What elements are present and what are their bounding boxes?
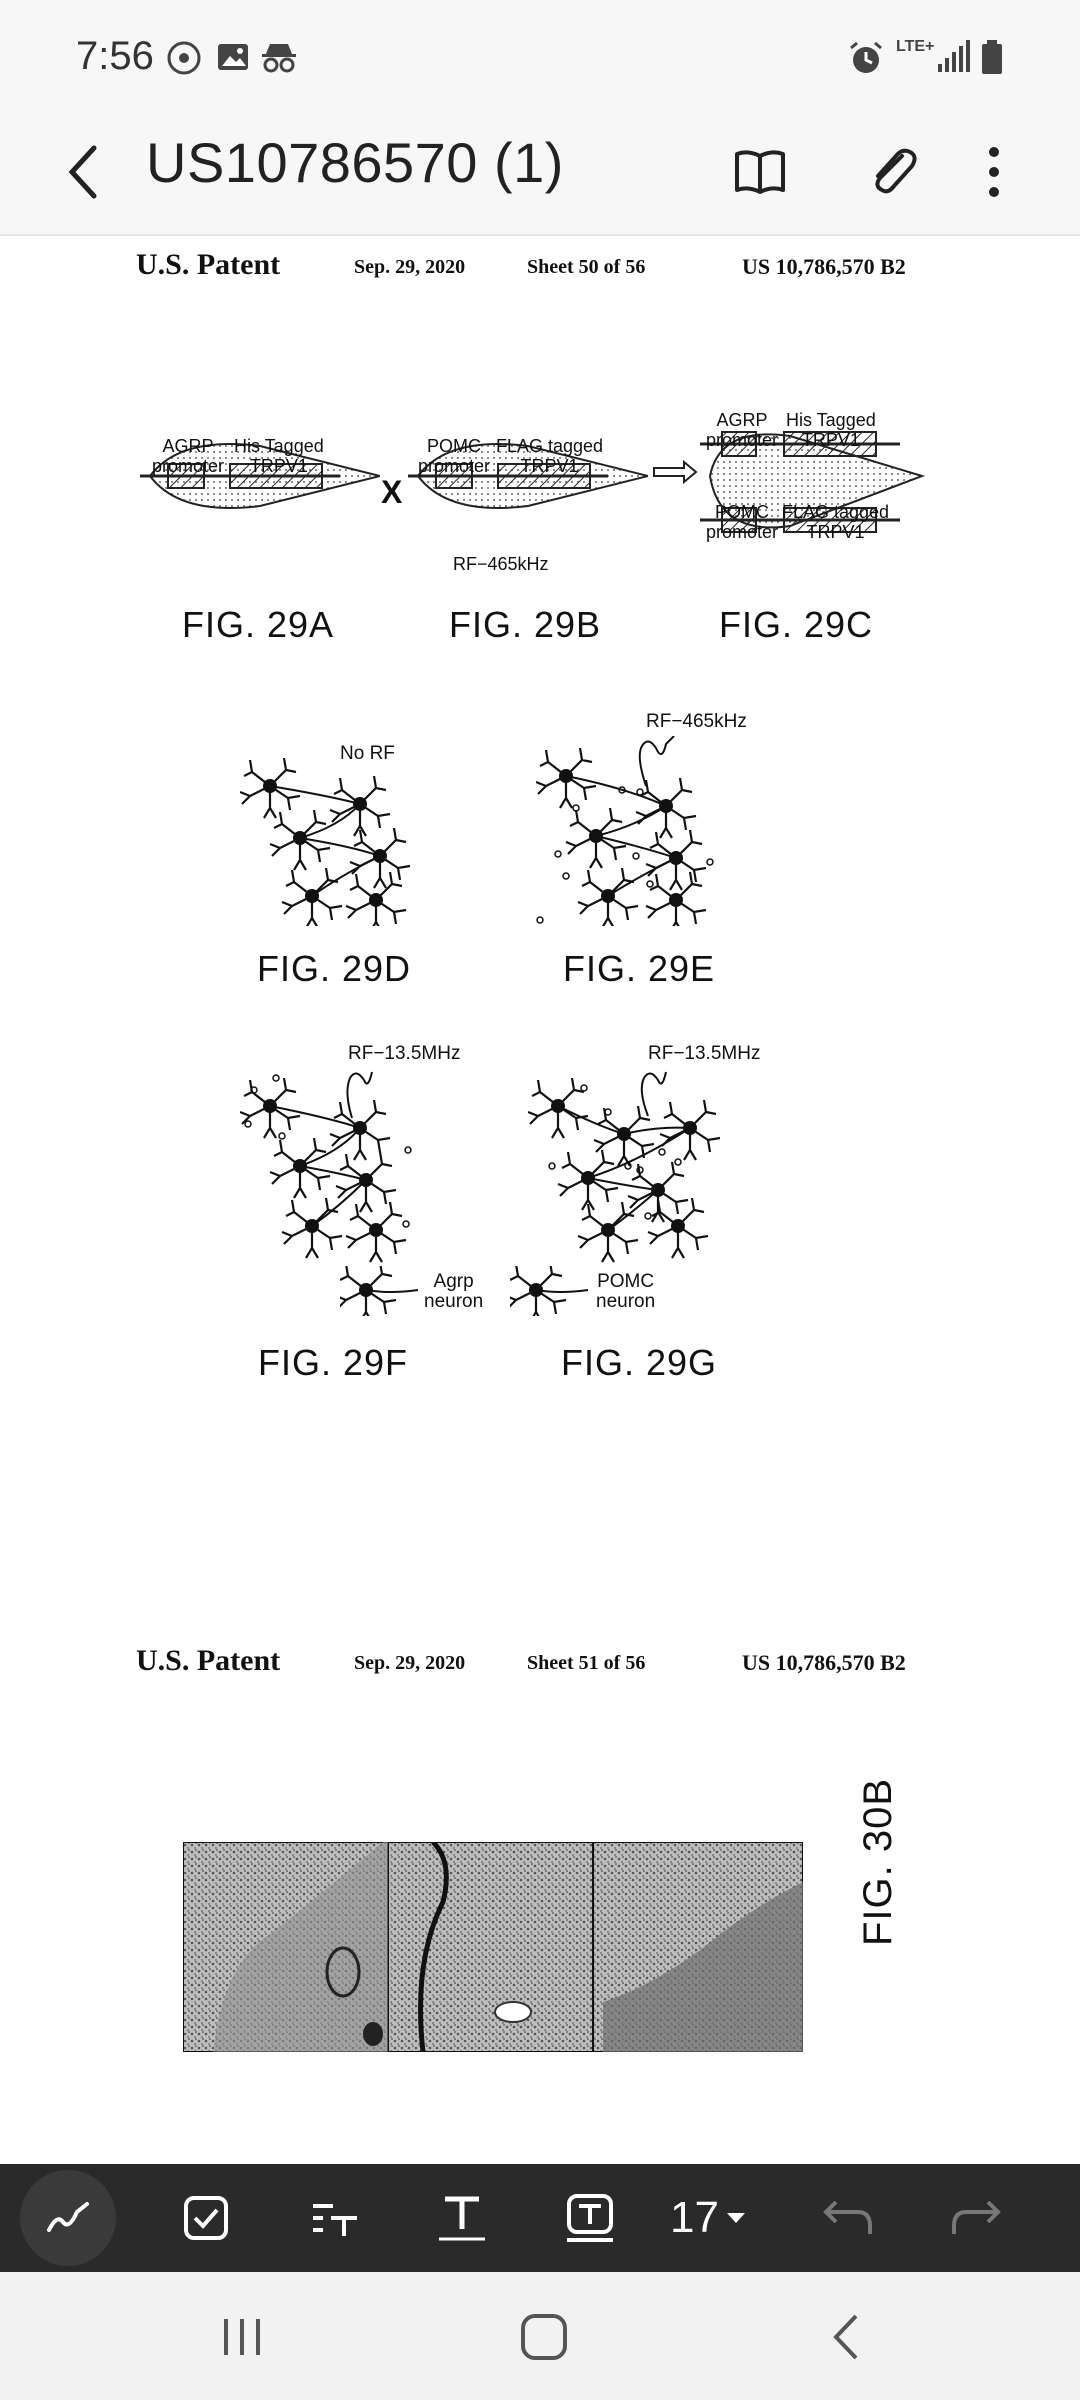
reading-mode-button[interactable] (720, 132, 800, 212)
checkbox-tool-button[interactable] (166, 2178, 246, 2258)
fig-29a-promoter-label: AGRP promoter (152, 436, 225, 476)
paperclip-icon (864, 144, 920, 200)
undo-button[interactable] (808, 2178, 888, 2258)
chevron-down-icon (725, 2211, 747, 2225)
fig-29g-caption: RF−13.5MHz (648, 1043, 761, 1064)
fig-29c-promoter1-label: AGRP promoter (706, 410, 779, 450)
fig-29d-caption: No RF (340, 743, 395, 764)
system-nav-bar (0, 2272, 1080, 2400)
pen-icon (43, 2198, 93, 2238)
recents-button[interactable] (202, 2302, 282, 2372)
annotation-toolbar (0, 2164, 1080, 2272)
fig-29c-tag1-label: His Tagged TRPV1 (786, 410, 876, 450)
more-vert-icon (986, 144, 1002, 200)
nav-back-button[interactable] (806, 2302, 886, 2372)
gallery-status-icon (216, 40, 250, 74)
fig-29f-neurons (240, 1066, 440, 1266)
text-box-icon (565, 2192, 615, 2244)
fig-30b-label: FIG. 30B (856, 1777, 900, 1946)
header-patent-number: US 10,786,570 B2 (742, 1650, 906, 1675)
fig-29e-caption: RF−465kHz (646, 711, 747, 732)
header-label: U.S. Patent (136, 1644, 281, 1677)
alarm-status-icon (848, 40, 884, 76)
fig-29g-legend-neuron-icon (510, 1266, 590, 1316)
fig-29c-label: FIG. 29C (719, 604, 874, 645)
fig-29a-label: FIG. 29A (182, 604, 335, 645)
attach-button[interactable] (852, 132, 932, 212)
network-type-label: LTE+ (896, 38, 935, 55)
home-icon (519, 2312, 569, 2362)
recents-icon (220, 2315, 264, 2359)
home-button[interactable] (504, 2302, 584, 2372)
header-date: Sep. 29, 2020 (354, 1652, 466, 1674)
fig-29f-label: FIG. 29F (258, 1342, 409, 1383)
redo-icon (950, 2198, 1002, 2238)
text-style-button[interactable] (296, 2178, 376, 2258)
fig-29g-neurons (528, 1066, 738, 1266)
fig-29f-caption: RF−13.5MHz (348, 1043, 461, 1064)
header-label: U.S. Patent (136, 248, 281, 281)
fig-29g-legend-label: POMC neuron (596, 1271, 656, 1312)
fig-30b-micrograph (183, 1842, 803, 2052)
text-box-button[interactable] (550, 2178, 630, 2258)
signal-icon (936, 40, 970, 74)
header-patent-number: US 10,786,570 B2 (742, 254, 906, 279)
fig-29c-promoter2-label: POMC promoter (706, 502, 779, 542)
fig-29e-neurons (536, 736, 736, 926)
text-underline-button[interactable] (422, 2178, 502, 2258)
text-style-icon (311, 2198, 361, 2238)
nav-back-icon (826, 2312, 866, 2362)
incognito-status-icon (260, 40, 298, 74)
fig-29e-label: FIG. 29E (563, 948, 716, 989)
media-status-icon (166, 40, 202, 76)
header-date: Sep. 29, 2020 (354, 256, 466, 278)
font-size-dropdown[interactable] (670, 2178, 770, 2258)
fig-29g-label: FIG. 29G (561, 1342, 718, 1383)
fig-29d-neurons (240, 756, 430, 926)
checkbox-icon (183, 2195, 229, 2241)
status-bar (0, 0, 1080, 120)
fig-29a-tag-label: His Tagged TRPV1 (234, 436, 324, 476)
status-time: 7:56 (76, 34, 154, 78)
fig-29c-tag2-label: FLAG tagged TRPV1 (782, 502, 890, 542)
redo-button[interactable] (936, 2178, 1016, 2258)
app-bar (0, 120, 1080, 236)
undo-icon (822, 2198, 874, 2238)
fig-29b-rf-label: RF−465kHz (453, 554, 549, 574)
fig-29f-legend-neuron-icon (340, 1266, 420, 1316)
fig-29b-promoter-label: POMC promoter (418, 436, 491, 476)
book-icon (733, 148, 787, 196)
document-title: US10786570 (1) (146, 131, 564, 194)
fig-29f-legend-label: Agrp neuron (424, 1271, 484, 1312)
fig-29b-label: FIG. 29B (449, 604, 602, 645)
page-header-2 (136, 1644, 956, 1684)
more-options-button[interactable] (954, 132, 1034, 212)
document-view[interactable] (0, 236, 1080, 2164)
fig-29b-tag-label: FLAG tagged TRPV1 (496, 436, 604, 476)
page-header (136, 248, 956, 288)
text-underline-icon (437, 2193, 487, 2243)
pen-tool-button[interactable] (20, 2170, 116, 2266)
fig-29d-label: FIG. 29D (257, 948, 412, 989)
cross-symbol: X (381, 474, 404, 510)
back-arrow-icon (62, 142, 102, 202)
battery-icon (980, 40, 1004, 76)
back-button[interactable] (42, 132, 122, 212)
font-size-value: 17 (670, 2193, 719, 2242)
header-sheet: Sheet 50 of 56 (527, 256, 646, 278)
header-sheet: Sheet 51 of 56 (527, 1652, 646, 1674)
